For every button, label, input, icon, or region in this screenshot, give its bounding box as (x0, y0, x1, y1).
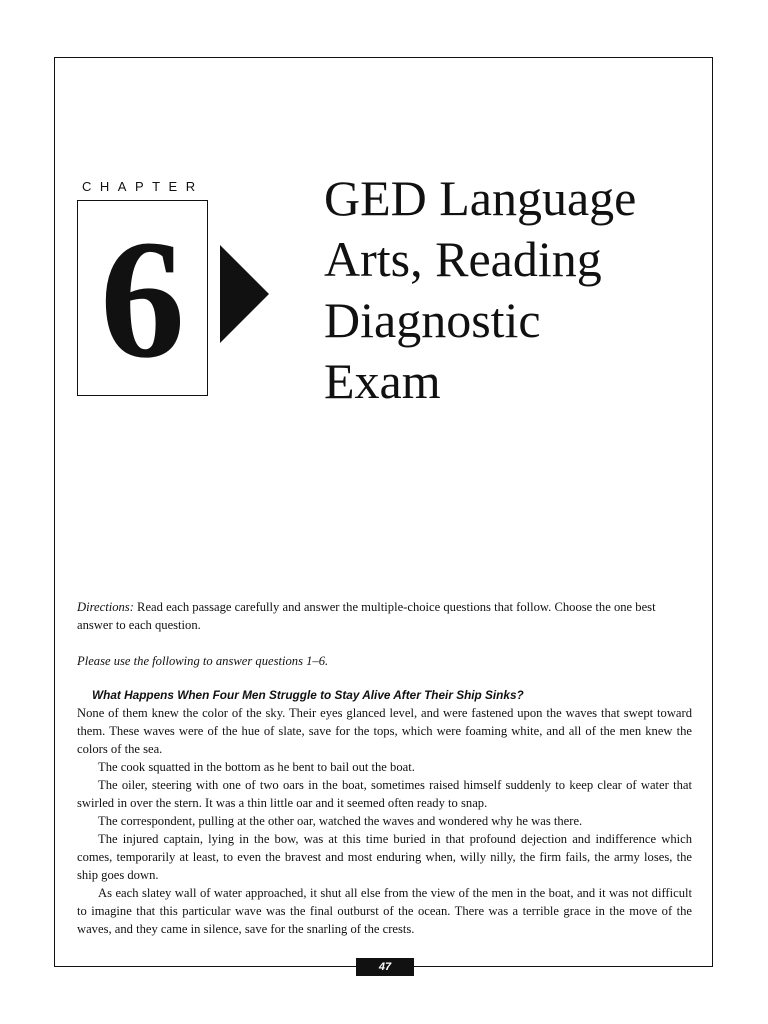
chapter-title-line: Arts, Reading (324, 231, 602, 287)
chapter-label: CHAPTER (82, 179, 204, 194)
passage-paragraph: The injured captain, lying in the bow, was at this time buried in that profound dejection and indifference which comes, temporarily at least, to even the bravest and most enduring when, willy nilly, the firm fails, the army loses, the ship goes down. (77, 832, 692, 882)
directions (77, 598, 692, 634)
chapter-number-box (77, 200, 208, 396)
page-number: 47 (356, 958, 414, 976)
passage-paragraph: The correspondent, pulling at the other oar, watched the waves and wondered why he was there. (98, 814, 583, 828)
directions-label: Directions: (77, 600, 134, 614)
passage-paragraph: The cook squatted in the bottom as he bent to bail out the boat. (98, 760, 415, 774)
passage (77, 686, 692, 938)
chapter-title-line: Diagnostic (324, 292, 541, 348)
question-instruction: Please use the following to answer questions 1–6. (77, 654, 329, 668)
chapter-title (324, 168, 694, 412)
chapter-title-line: GED Language (324, 170, 637, 226)
arrow-right-icon (220, 245, 269, 343)
chapter-title-line: Exam (324, 353, 441, 409)
passage-title: What Happens When Four Men Struggle to Stay Alive After Their Ship Sinks? (92, 688, 524, 702)
directions-text: Read each passage carefully and answer the multiple-choice questions that follow. Choose the one best answer to each question. (77, 600, 656, 632)
chapter-number: 6 (100, 205, 185, 393)
passage-paragraph: The oiler, steering with one of two oars in the boat, sometimes raised himself suddenly to keep clear of water that swirled in over the stern. It was a thin little oar and it seemed often ready to snap. (77, 778, 692, 810)
passage-paragraph: As each slatey wall of water approached, it shut all else from the view of the men in the boat, and it was not difficult to imagine that this particular wave was the final outburst of the ocean. There was a terrible grace in the move of the waves, and they came in silence, save for the snarling of the crests. (77, 886, 692, 936)
passage-paragraph: None of them knew the color of the sky. Their eyes glanced level, and were fastened upon the waves that swept toward them. These waves were of the hue of slate, save for the tops, which were foaming white, and all of the men knew the colors of the sea. (77, 706, 692, 756)
